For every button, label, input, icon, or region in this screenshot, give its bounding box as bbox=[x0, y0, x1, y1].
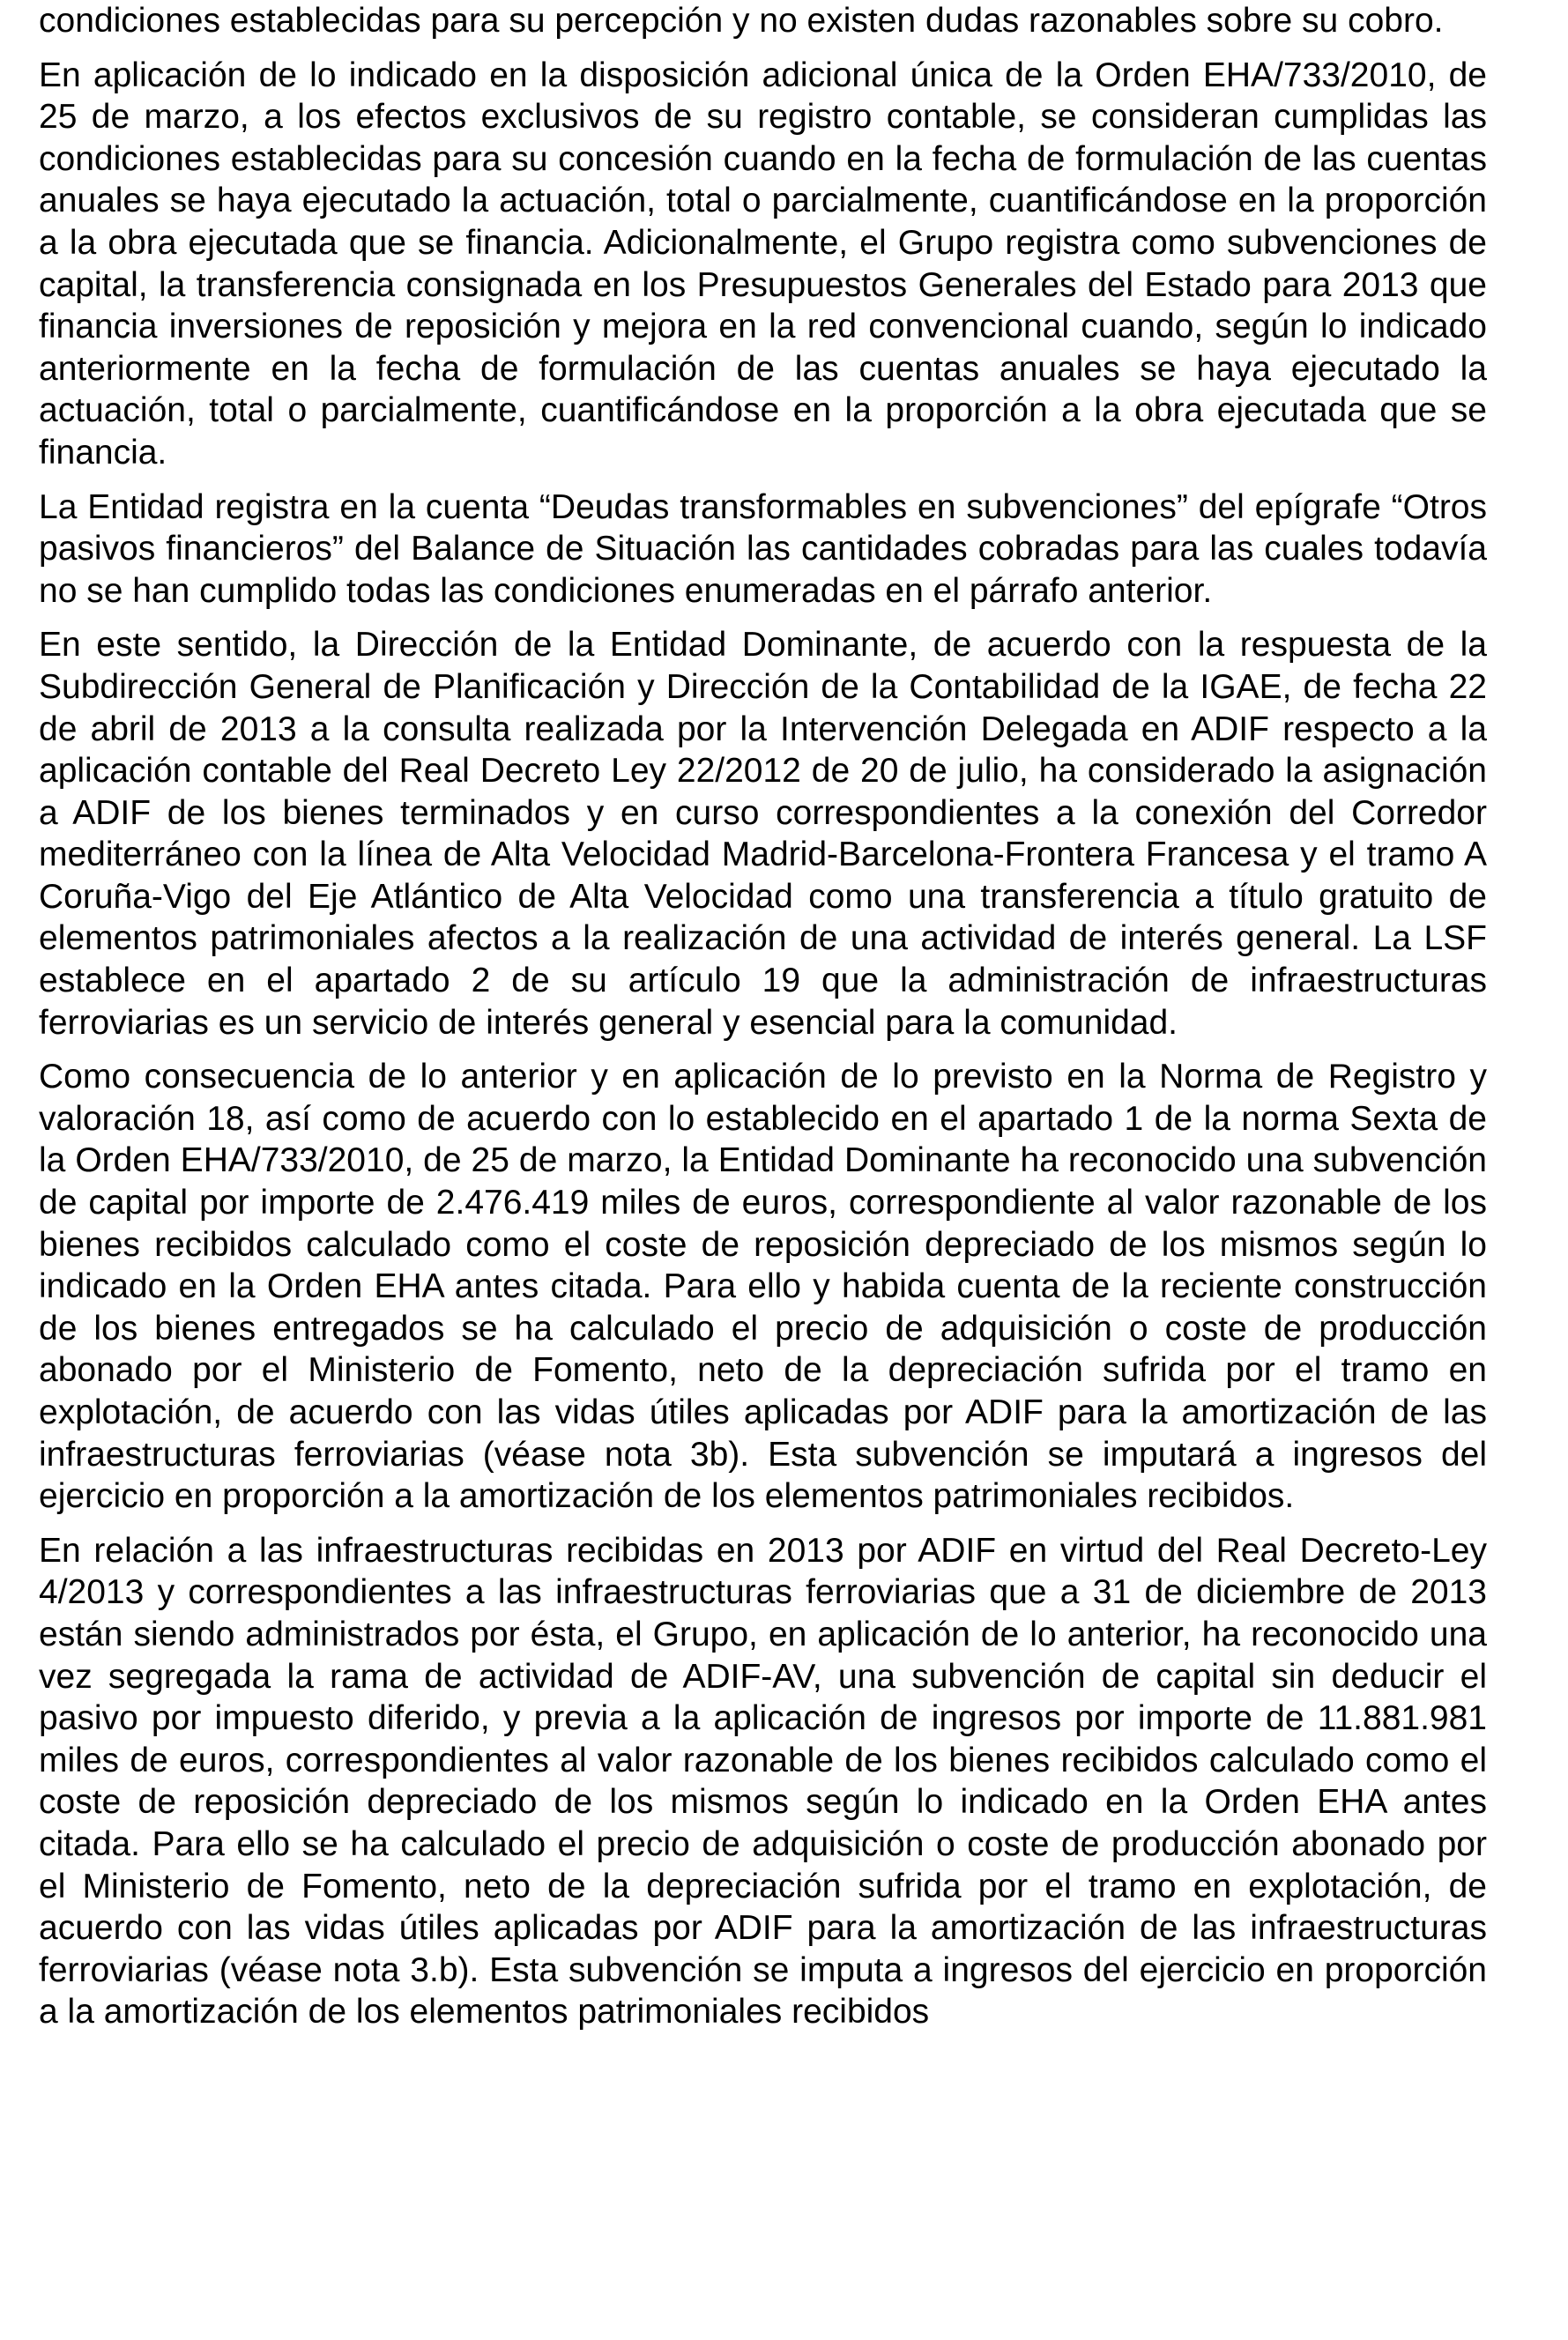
paragraph-orden-eha: En aplicación de lo indicado en la disposición adicional única de la Orden EHA/733/2010, de 25 de marzo, a los efectos exclusivos de su registro contable, se consideran cumplidas las condiciones establecidas para su concesión cuando en la fecha de formulación de las cuentas anuales se haya ejecutado la actuación, total o parcialmente, cuantificándose en la proporción a la obra ejecutada que se financia. Adicionalmente, el Grupo registra como subvenciones de capital, la transferencia consignada en los Presupuestos Generales del Estado para 2013 que financia inversiones de reposición y mejora en la red convencional cuando, según lo indicado anteriormente en la fecha de formulación de las cuentas anuales se haya ejecutado la actuación, total o parcialmente, cuantificándose en la proporción a la obra ejecutada que se financia. bbox=[39, 56, 1487, 472]
paragraph-direccion-entidad: En este sentido, la Dirección de la Entidad Dominante, de acuerdo con la respuesta de la Subdirección General de Planificación y Dirección de la Contabilidad de la IGAE, de fecha 22 de abril de 2013 a la consulta realizada por la Intervención Delegada en ADIF respecto a la aplicación contable del Real Decreto Ley 22/2012 de 20 de julio, ha considerado la asignación a ADIF de los bienes terminados y en curso correspondientes a la conexión del Corredor mediterráneo con la línea de Alta Velocidad Madrid-Barcelona-Frontera Francesa y el tramo A Coruña-Vigo del Eje Atlántico de Alta Velocidad como una transferencia a título gratuito de elementos patrimoniales afectos a la realización de una actividad de interés general. La LSF establece en el apartado 2 de su artículo 19 que la administración de infraestructuras ferroviarias es un servicio de interés general y esencial para la comunidad. bbox=[39, 626, 1487, 1042]
paragraph-continuation: condiciones establecidas para su percepción y no existen dudas razonables sobre su cobro. bbox=[39, 2, 1444, 40]
paragraph-subvencion-capital: Como consecuencia de lo anterior y en aplicación de lo previsto en la Norma de Registro y valoración 18, así como de acuerdo con lo establecido en el apartado 1 de la norma Sexta de la Orden EHA/733/2010, de 25 de marzo, la Entidad Dominante ha reconocido una subvención de capital por importe de 2.476.419 miles de euros, correspondiente al valor razonable de los bienes recibidos calculado como el coste de reposición depreciado de los mismos según lo indicado en la Orden EHA antes citada. Para ello y habida cuenta de la reciente construcción de los bienes entregados se ha calculado el precio de adquisición o coste de producción abonado por el Ministerio de Fomento, neto de la depreciación sufrida por el tramo en explotación, de acuerdo con las vidas útiles aplicadas por ADIF para la amortización de las infraestructuras ferroviarias (véase nota 3b). Esta subvención se imputará a ingresos del ejercicio en proporción a la amortización de los elementos patrimoniales recibidos. bbox=[39, 1058, 1487, 1516]
paragraph-infraestructuras-2013: En relación a las infraestructuras recibidas en 2013 por ADIF en virtud del Real Decreto-Ley 4/2013 y correspondientes a las infraestructuras ferroviarias que a 31 de diciembre de 2013 están siendo administrados por ésta, el Grupo, en aplicación de lo anterior, ha reconocido una vez segregada la rama de actividad de ADIF-AV, una subvención de capital sin deducir el pasivo por impuesto diferido, y previa a la aplicación de ingresos por importe de 11.881.981 miles de euros, correspondientes al valor razonable de los bienes recibidos calculado como el coste de reposición depreciado de los mismos según lo indicado en la Orden EHA antes citada. Para ello se ha calculado el precio de adquisición o coste de producción abonado por el Ministerio de Fomento, neto de la depreciación sufrida por el tramo en explotación, de acuerdo con las vidas útiles aplicadas por ADIF para la amortización de las infraestructuras ferroviarias (véase nota 3.b). Esta subvención se imputa a ingresos del ejercicio en proporción a la amortización de los elementos patrimoniales recibidos bbox=[39, 1531, 1487, 2032]
paragraph-deudas-transformables: La Entidad registra en la cuenta “Deudas transformables en subvenciones” del epígrafe “Otros pasivos financieros” del Balance de Situación las cantidades cobradas para las cuales todavía no se han cumplido todas las condiciones enumeradas en el párrafo anterior. bbox=[39, 487, 1487, 610]
